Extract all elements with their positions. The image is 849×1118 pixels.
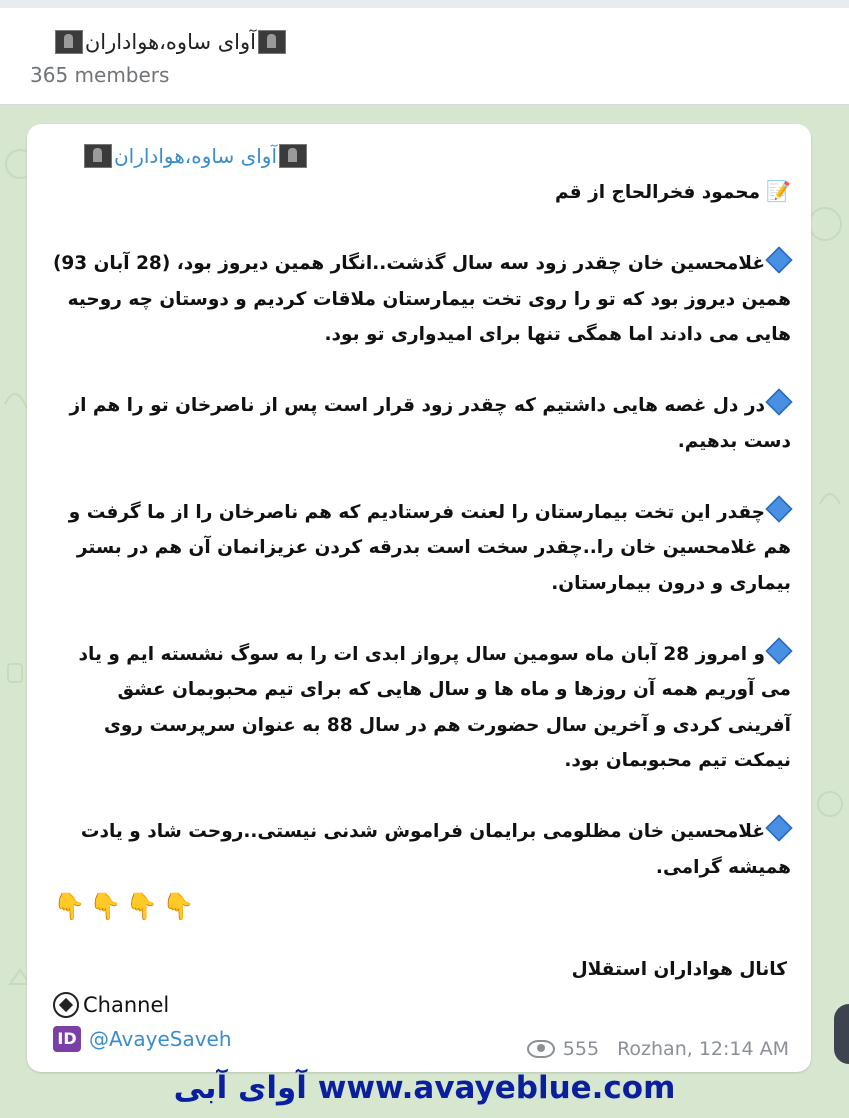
message-time: Rozhan, 12:14 AM [617,1038,789,1060]
flag-icon [279,144,307,168]
paragraph-text: غلامحسین خان مظلومی برایمان فراموش شدنی نیستی..روحت شاد و یادت همیشه گرامی. [80,821,791,878]
paragraph [51,388,791,459]
paragraph-text: غلامحسین خان چقدر زود سه سال گذشت..انگار همین دیروز بود، (28 آبان 93) همین دیروز بود که تو را روی تخت بیمارستان ملاقات کردیم و دوستان چه روحیه هایی می دادند اما همگی تنها برای امیدواری تو بود. [52,253,791,345]
footer-channel-name: کانال هواداران استقلال [571,959,787,980]
diamond-icon [765,246,792,273]
flag-icon [84,144,112,168]
handle-link[interactable]: @AvayeSaveh [89,1027,232,1051]
forwarded-from[interactable] [84,144,307,168]
soccer-ball-icon [53,992,79,1018]
paragraph-text: چقدر این تخت بیمارستان را لعنت فرستادیم که هم ناصرخان را از ما گرفت و هم غلامحسین خان را..چقدر سخت است بدرقه کردن عزیزانمان آن هم در بستر بیماری و درون بیمارستان. [68,501,791,594]
flag-icon [55,30,83,54]
channel-handle[interactable] [53,1026,232,1052]
diamond-icon [765,637,792,664]
pointing-down-icons: 👇👇👇👇 [53,892,199,922]
eye-icon [527,1040,555,1058]
channel-label [53,992,169,1018]
pencil-icon: 📝 [766,179,791,203]
channel-label-text: Channel [83,993,170,1017]
paragraph [51,246,791,353]
top-strip [0,0,849,8]
paragraph [51,814,791,885]
channel-title[interactable] [55,30,286,54]
message-bubble[interactable] [27,124,811,1072]
diamond-icon [765,388,792,415]
paragraph-text: در دل غصه هایی داشتیم که چقدر زود قرار است پس از ناصرخان تو را هم از دست بدهیم. [69,395,791,452]
flag-icon [258,30,286,54]
diamond-icon [765,814,792,841]
diamond-icon [765,495,792,522]
author-name: محمود فخرالحاج از قم [555,182,761,203]
view-count: 555 [562,1038,600,1060]
id-icon: ID [53,1026,81,1052]
paragraph [51,637,791,779]
channel-name: آوای ساوه،هواداران [84,30,256,54]
chat-header[interactable] [0,8,849,105]
paragraph-text: و امروز 28 آبان ماه سومین سال پرواز ابدی ات را به سوگ نشسته ایم و یاد می آوریم همه آن روزها و ماه ها و سال هایی که برای تیم محبوبمان عشق آفرینی کردی و آخرین سال حضورت هم در سال 88 به عنوان سرپرست روی نیمکت تیم محبوبمان بود. [78,643,791,771]
message-meta [527,1038,789,1060]
author-line [51,174,791,211]
watermark: آوای آبی www.avayeblue.com [173,1070,676,1106]
paragraph [51,495,791,602]
forwarded-from-name: آوای ساوه،هواداران [113,144,277,168]
member-count: 365 members [30,63,170,87]
scroll-down-button[interactable] [834,1004,849,1064]
message-text [51,174,791,885]
